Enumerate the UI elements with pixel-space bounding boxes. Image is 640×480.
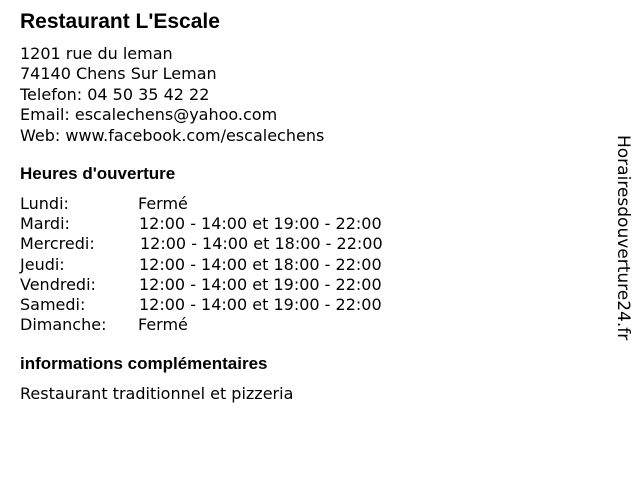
web-line: Web: www.facebook.com/escalechens bbox=[20, 125, 325, 145]
info-heading: informations complémentaires bbox=[20, 354, 268, 373]
contact-block bbox=[20, 44, 324, 146]
hours-value: 12:00 - 14:00 et 19:00 - 22:00 bbox=[139, 214, 382, 234]
restaurant-name: Restaurant L'Escale bbox=[20, 10, 220, 33]
day-label: Mardi: bbox=[20, 214, 70, 234]
hours-value: 12:00 - 14:00 et 18:00 - 22:00 bbox=[140, 234, 383, 254]
hours-value: 12:00 - 14:00 et 18:00 - 22:00 bbox=[139, 254, 382, 274]
site-watermark: Horairesdouverture24.fr bbox=[613, 135, 633, 341]
hours-value: 12:00 - 14:00 et 19:00 - 22:00 bbox=[139, 274, 382, 294]
day-label: Jeudi: bbox=[20, 254, 65, 274]
address-line-2: 74140 Chens Sur Leman bbox=[20, 64, 217, 84]
day-label: Dimanche: bbox=[20, 315, 107, 335]
day-label: Vendredi: bbox=[20, 274, 96, 294]
day-label: Lundi: bbox=[20, 194, 69, 213]
hours-value: Fermé bbox=[138, 315, 188, 335]
day-label: Mercredi: bbox=[20, 234, 95, 254]
phone-line: Telefon: 04 50 35 42 22 bbox=[20, 84, 210, 104]
day-label: Samedi: bbox=[20, 294, 86, 314]
email-line: Email: escalechens@yahoo.com bbox=[20, 105, 278, 125]
hours-value: 12:00 - 14:00 et 19:00 - 22:00 bbox=[139, 294, 382, 314]
address-line-1: 1201 rue du leman bbox=[20, 44, 173, 63]
info-text: Restaurant traditionnel et pizzeria bbox=[20, 384, 294, 403]
hours-heading: Heures d'ouverture bbox=[20, 164, 176, 183]
hours-value: Fermé bbox=[138, 194, 188, 213]
